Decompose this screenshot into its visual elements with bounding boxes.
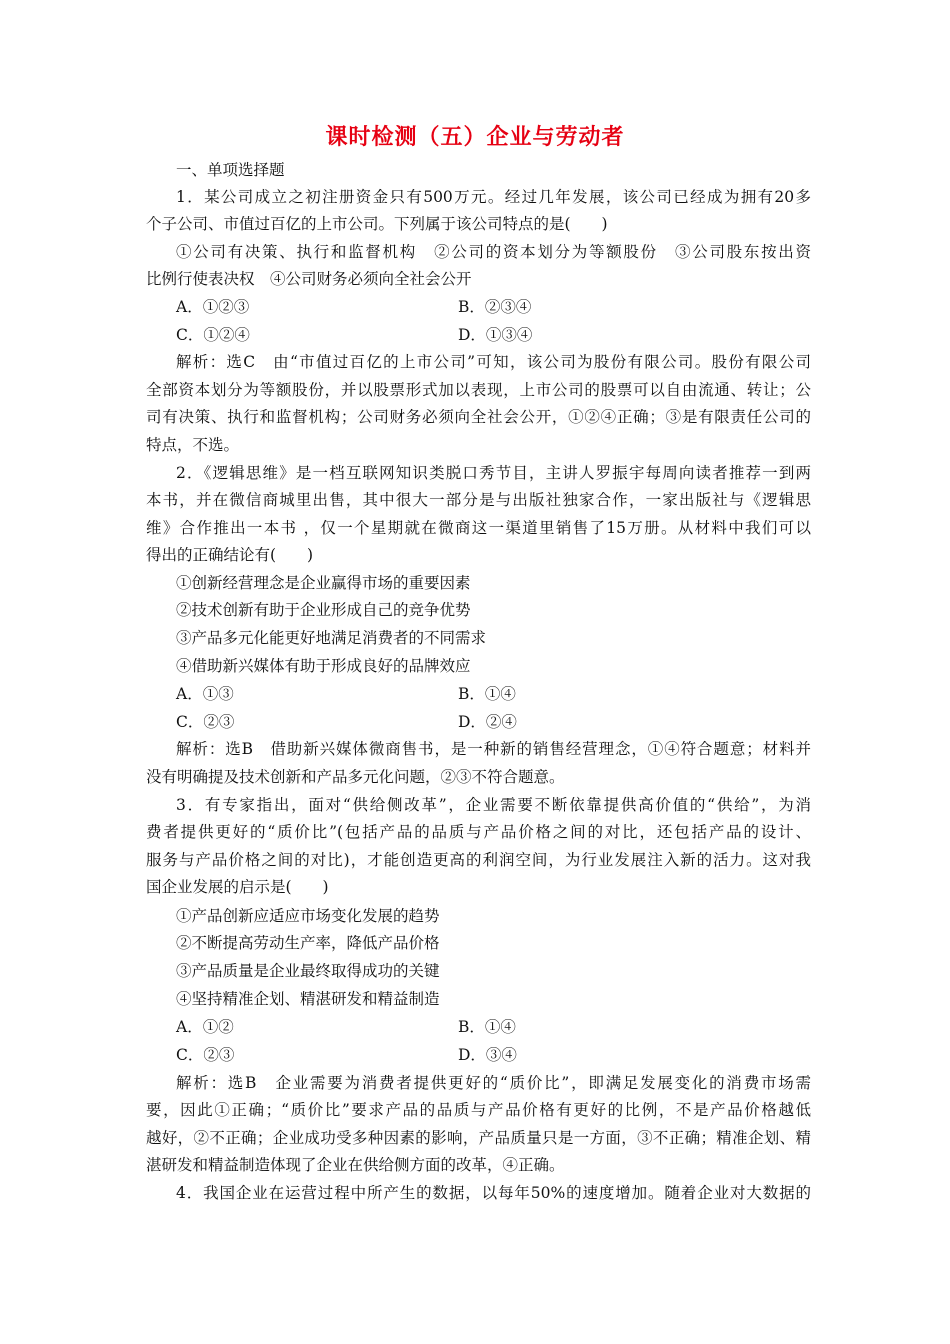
question-3-item: ③产品质量是企业最终取得成功的关键 xyxy=(176,962,440,980)
question-1-stem-line: 1．某公司成立之初注册资金只有500万元。经过几年发展，该公司已经成为拥有20多 xyxy=(176,188,811,206)
question-1-item-line: ①公司有决策、执行和监督机构 ②公司的资本划分为等额股份 ③公司股东按出资 xyxy=(176,243,811,261)
option-c: C．①②④ xyxy=(176,326,250,344)
question-2-stem-line: 2．《逻辑思维》是一档互联网知识类脱口秀节目，主讲人罗振宇每周向读者推荐一到两 xyxy=(176,464,811,482)
question-2-analysis-line: 没有明确提及技术创新和产品多元化问题，②③不符合题意。 xyxy=(146,768,565,786)
question-3-stem-line: 国企业发展的启示是( ) xyxy=(146,878,329,896)
option-d: D．①③④ xyxy=(458,326,533,344)
question-1-analysis-line: 特点，不选。 xyxy=(146,436,240,454)
option-b: B．①④ xyxy=(458,1018,516,1036)
option-a: A．①③ xyxy=(176,685,234,703)
question-2-stem-line: 本书，并在微信商城里出售，其中很大一部分是与出版社独家合作，一家出版社与《逻辑思 xyxy=(146,491,811,509)
question-4-stem-line: 4．我国企业在运营过程中所产生的数据，以每年50%的速度增加。随着企业对大数据的 xyxy=(176,1184,811,1202)
question-2-item: ②技术创新有助于企业形成自己的竞争优势 xyxy=(176,601,471,619)
question-3-analysis-line: 越好，②不正确；企业成功受多种因素的影响，产品质量只是一方面，③不正确；精准企划、精 xyxy=(146,1129,811,1147)
option-b: B．②③④ xyxy=(458,298,532,316)
question-2-item: ①创新经营理念是企业赢得市场的重要因素 xyxy=(176,574,471,592)
question-2-item: ④借助新兴媒体有助于形成良好的品牌效应 xyxy=(176,657,471,675)
question-3-item: ①产品创新应适应市场变化发展的趋势 xyxy=(176,907,440,925)
question-3-analysis-line: 解析：选B 企业需要为消费者提供更好的“质价比”，即满足发展变化的消费市场需 xyxy=(176,1074,811,1092)
page-title: 课时检测（五）企业与劳动者 xyxy=(325,124,625,150)
option-d: D．③④ xyxy=(458,1046,517,1064)
question-2-analysis-line: 解析：选B 借助新兴媒体微商售书，是一种新的销售经营理念，①④符合题意；材料并 xyxy=(176,740,811,758)
question-3-analysis-line: 湛研发和精益制造体现了企业在供给侧方面的改革，④正确。 xyxy=(146,1156,565,1174)
question-3-item: ④坚持精准企划、精湛研发和精益制造 xyxy=(176,990,440,1008)
question-2-item: ③产品多元化能更好地满足消费者的不同需求 xyxy=(176,629,487,647)
question-3-stem-line: 3．有专家指出，面对“供给侧改革”，企业需要不断依靠提供高价值的“供给”，为消 xyxy=(176,796,811,814)
question-3-analysis-line: 要，因此①正确；“质价比”要求产品的品质与产品价格有更好的比例，不是产品价格越低 xyxy=(146,1101,811,1119)
option-c: C．②③ xyxy=(176,1046,235,1064)
question-1-analysis-line: 全部资本划分为等额股份，并以股票形式加以表现，上市公司的股票可以自由流通、转让；公 xyxy=(146,381,811,399)
section-heading: 一、单项选择题 xyxy=(176,161,285,179)
question-3-stem-line: 服务与产品价格之间的对比)，才能创造更高的利润空间，为行业发展注入新的活力。这对我 xyxy=(146,851,811,869)
question-2-stem-line: 得出的正确结论有( ) xyxy=(146,546,314,564)
option-a: A．①②③ xyxy=(176,298,250,316)
question-1-analysis-line: 解析：选C 由“市值过百亿的上市公司”可知，该公司为股份有限公司。股份有限公司 xyxy=(176,353,811,371)
question-2-stem-line: 维》合作推出一本书 ，仅一个星期就在微商这一渠道里销售了15万册。从材料中我们可以 xyxy=(146,519,811,537)
option-d: D．②④ xyxy=(458,713,517,731)
question-1-stem-line: 个子公司、市值过百亿的上市公司。下列属于该公司特点的是( ) xyxy=(146,215,608,233)
question-3-item: ②不断提高劳动生产率，降低产品价格 xyxy=(176,934,440,952)
option-b: B．①④ xyxy=(458,685,516,703)
question-1-item-line: 比例行使表决权 ④公司财务必须向全社会公开 xyxy=(146,270,472,288)
question-1-analysis-line: 司有决策、执行和监督机构；公司财务必须向全社会公开，①②④正确；③是有限责任公司的 xyxy=(146,408,811,426)
question-3-stem-line: 费者提供更好的“质价比”(包括产品的品质与产品价格之间的对比，还包括产品的设计、 xyxy=(146,823,811,841)
option-a: A．①② xyxy=(176,1018,234,1036)
option-c: C．②③ xyxy=(176,713,235,731)
